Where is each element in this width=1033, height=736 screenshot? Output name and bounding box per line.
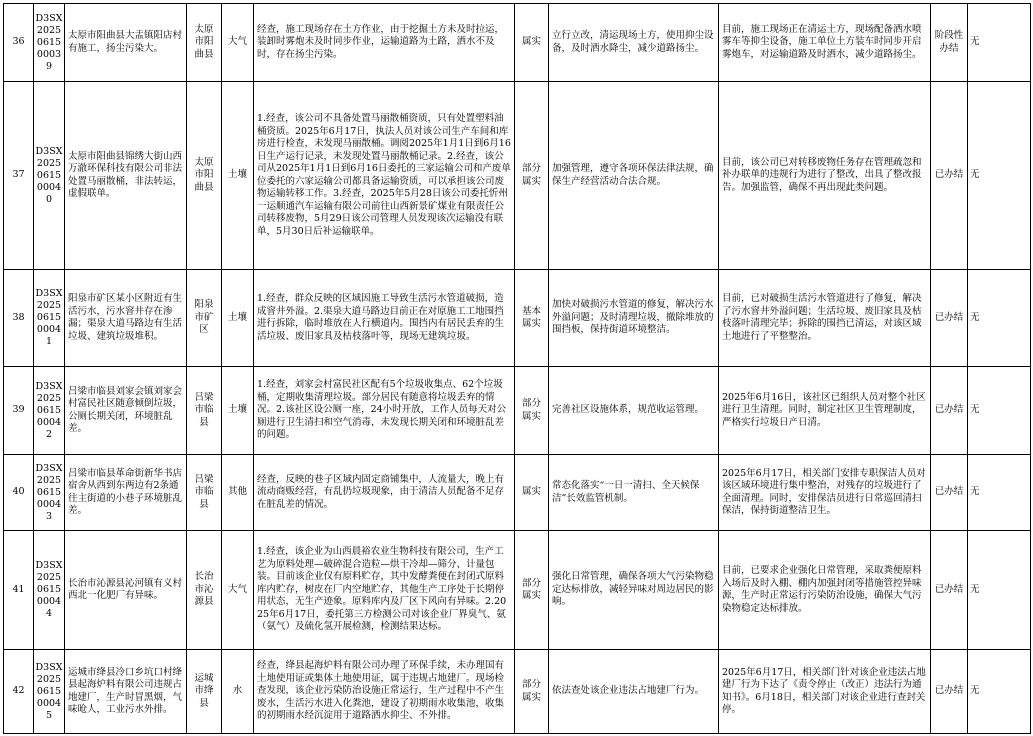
case-id: D3SX2025061500041 bbox=[34, 270, 65, 367]
row-number: 42 bbox=[4, 650, 34, 734]
verification-status: 部分属实 bbox=[515, 650, 549, 734]
row-number: 40 bbox=[4, 455, 34, 531]
accountability: 无 bbox=[968, 650, 1031, 734]
rectification-progress: 目前，已对破损生活污水管道进行了修复，解决了污水窨井外溢问题；生活垃圾、废旧家具及枯枝落叶清理完毕；拆除的围挡已清运，对该区域土地进行了平整整治。 bbox=[719, 270, 931, 367]
pollution-category: 土壤 bbox=[222, 270, 254, 367]
rectification-measure: 加强管理，遵守各项环保法律法规，确保生产经营活动合法合规。 bbox=[549, 82, 719, 270]
verification-status: 部分属实 bbox=[515, 531, 549, 650]
pollution-category: 水 bbox=[222, 650, 254, 734]
issue-description: 吕梁市临县革命街新华书店宿舍从西到东两边有2条通往主街道的小巷子环境脏乱差。 bbox=[65, 455, 187, 531]
completion-status: 已办结 bbox=[931, 270, 968, 367]
row-number: 37 bbox=[4, 82, 34, 270]
accountability: 无 bbox=[968, 4, 1031, 82]
investigation-finding: 经查，施工现场存在土方作业，由于挖掘土方未及时拉运，装卸时雾炮未及时同步作业，运输道路为土路，洒水不及时，存在扬尘污染。 bbox=[254, 4, 515, 82]
case-id: D3SX2025061500044 bbox=[34, 531, 65, 650]
case-id: D3SX2025061500039 bbox=[34, 4, 65, 82]
row-number: 39 bbox=[4, 367, 34, 455]
pollution-category: 土壤 bbox=[222, 82, 254, 270]
completion-status: 已办结 bbox=[931, 82, 968, 270]
rectification-measure: 加快对破损污水管道的修复，解决污水外溢问题；及时清理垃圾，撤除堆放的围挡板，保持街道环境整洁。 bbox=[549, 270, 719, 367]
completion-status: 已办结 bbox=[931, 650, 968, 734]
rectification-measure: 常态化落实“一日一清扫、全天候保洁”长效监管机制。 bbox=[549, 455, 719, 531]
investigation-finding: 经查，绛县起海炉料有限公司办理了环保手续，未办理国有土地使用证或集体土地使用证，属于违规占地建厂。现场检查发现，该企业污染防治设施正常运行，生产过程中不产生废水，生活污水进入化粪池，建设了初期雨水收集池，收集的初期雨水经沉淀用于道路洒水抑尘、不外排。 bbox=[254, 650, 515, 734]
rectification-measure: 立行立改，清运现场土方，使用抑尘设备，及时洒水降尘，减少道路扬尘。 bbox=[549, 4, 719, 82]
district: 太原市阳曲县 bbox=[187, 4, 222, 82]
completion-status: 已办结 bbox=[931, 455, 968, 531]
table-row bbox=[4, 270, 1031, 367]
district: 长治市沁源县 bbox=[187, 531, 222, 650]
table-row bbox=[4, 455, 1031, 531]
investigation-finding: 1.经查，该公司不具备处置马丽散桶资质，只有处置塑料油桶资质。2025年6月17日，执法人员对该公司生产车间和库房进行检查，未发现马丽散桶。调阅2025年1月1日到6月16日生产运行记录，未发现处置马丽散桶记录。2.经查，该公司从2025年1月1日到6月16日委托的三家运输公司和产废单位委托的六家运输公司都具备运输资质，可以承担该公司废物运输转移工作。3.经查，2025年5月28日该公司委托忻州一运顺通汽车运输有限公司前往山西新景矿煤业有限责任公司转移废物，5月29日该公司管理人员发现该次运输没有联单，5月30日后补运输联单。 bbox=[254, 82, 515, 270]
table-row bbox=[4, 531, 1031, 650]
pollution-category: 其他 bbox=[222, 455, 254, 531]
case-id: D3SX2025061500040 bbox=[34, 82, 65, 270]
investigation-finding: 1.经查，该企业为山西晨裕农业生物科技有限公司，生产工艺为原料处理—破碎混合造粒—烘干冷却—筛分、计量包装。目前该企业仅有原料贮存，其中发酵粪便在封闭式原料库内贮存，树皮在厂内空地贮存，其他生产工序处于长期停用状态，无生产迹象。原料库内及厂区下风向有异味。2.2025年6月17日，委托第三方检测公司对该企业厂界臭气、氨（氨气）及硫化氢开展检测，检测结果达标。 bbox=[254, 531, 515, 650]
district: 吕梁市临县 bbox=[187, 455, 222, 531]
row-number: 38 bbox=[4, 270, 34, 367]
table-row bbox=[4, 4, 1031, 82]
verification-status: 属实 bbox=[515, 4, 549, 82]
issue-description: 吕梁市临县刘家会镇刘家会村富民社区随意倾倒垃圾，公厕长期关闭，环境脏乱差。 bbox=[65, 367, 187, 455]
verification-status: 部分属实 bbox=[515, 367, 549, 455]
case-id: D3SX2025061500043 bbox=[34, 455, 65, 531]
rectification-measure: 依法查处该企业违法占地建厂行为。 bbox=[549, 650, 719, 734]
table-row bbox=[4, 367, 1031, 455]
investigation-finding: 经查，反映的巷子区域内固定商铺集中，人流量大，晚上有流动商贩经营，有乱扔垃圾现象，由于清洁人员配备不足存在脏乱差的情况。 bbox=[254, 455, 515, 531]
pollution-category: 土壤 bbox=[222, 367, 254, 455]
completion-status: 阶段性办结 bbox=[931, 4, 968, 82]
district: 太原市阳曲县 bbox=[187, 82, 222, 270]
issue-description: 长治市沁源县沁河镇有义村西北一化肥厂有异味。 bbox=[65, 531, 187, 650]
rectification-progress: 目前，该公司已对转移废物任务存在管理疏忽和补办联单的违规行为进行了整改，出具了整改报告。加强监管，确保不再出现此类问题。 bbox=[719, 82, 931, 270]
table-row bbox=[4, 650, 1031, 734]
pollution-category: 大气 bbox=[222, 4, 254, 82]
district: 运城市绛县 bbox=[187, 650, 222, 734]
rectification-progress: 2025年6月17日，相关部门针对该企业违法占地建厂行为下达了《责令停止（改正）违法行为通知书》。6月18日，相关部门对该企业进行查封关停。 bbox=[719, 650, 931, 734]
issue-description: 运城市绛县冷口乡坑口村绛县起海炉料有限公司违规占地建厂，生产时冒黑烟，气味呛人，工业污水外排。 bbox=[65, 650, 187, 734]
verification-status: 基本属实 bbox=[515, 270, 549, 367]
table-row bbox=[4, 82, 1031, 270]
accountability: 无 bbox=[968, 367, 1031, 455]
rectification-progress: 目前，施工现场正在清运土方，现场配备洒水喷雾车等抑尘设备，施工单位土方装车时同步开启雾炮车，对运输道路及时洒水，减少道路扬尘。 bbox=[719, 4, 931, 82]
district: 吕梁市临县 bbox=[187, 367, 222, 455]
table-body bbox=[4, 4, 1031, 734]
rectification-measure: 强化日常管理，确保各项大气污染物稳定达标排放，减轻异味对周边居民的影响。 bbox=[549, 531, 719, 650]
rectification-progress: 目前，已要求企业强化日常管理，采取粪便原料入场后及时入棚、棚内加强封闭等措施管控异味源，生产时正常运行污染防治设施，确保大气污染物稳定达标排放。 bbox=[719, 531, 931, 650]
case-id: D3SX2025061500042 bbox=[34, 367, 65, 455]
rectification-progress: 2025年6月17日，相关部门安排专职保洁人员对该区域环境进行集中整治，对残存的垃圾进行了全面清理。同时，安排保洁员进行日常巡回清扫保洁，保持街道整洁卫生。 bbox=[719, 455, 931, 531]
rectification-progress: 2025年6月16日，该社区已组织人员对整个社区进行卫生清理。同时，制定社区卫生管理制度，严格实行垃圾日产日清。 bbox=[719, 367, 931, 455]
issue-description: 阳泉市矿区某小区附近有生活污水，污水窨井存在渗漏；渠泉大道马路边有生活垃圾、建筑垃圾堆积。 bbox=[65, 270, 187, 367]
case-id: D3SX2025061500045 bbox=[34, 650, 65, 734]
investigation-finding: 1.经查，群众反映的区域因施工导致生活污水管道破损，造成窨井外溢。2.渠泉大道马路边目前正在对原施工工地围挡进行拆除，临时堆放在人行横道内。围挡内有居民丢弃的生活垃圾、废旧家具及枯枝落叶等，现场无建筑垃圾。 bbox=[254, 270, 515, 367]
row-number: 36 bbox=[4, 4, 34, 82]
rectification-measure: 完善社区设施体系，规范收运管理。 bbox=[549, 367, 719, 455]
accountability: 无 bbox=[968, 82, 1031, 270]
complaint-table bbox=[3, 3, 1031, 734]
issue-description: 太原市阳曲县锦绣大街山西万澈环保科技有限公司非法处置马丽散桶，非法转运，虚假联单。 bbox=[65, 82, 187, 270]
verification-status: 部分属实 bbox=[515, 82, 549, 270]
verification-status: 属实 bbox=[515, 455, 549, 531]
accountability: 无 bbox=[968, 270, 1031, 367]
accountability: 无 bbox=[968, 531, 1031, 650]
issue-description: 太原市阳曲县大盂镇阳店村有施工，扬尘污染大。 bbox=[65, 4, 187, 82]
accountability: 无 bbox=[968, 455, 1031, 531]
row-number: 41 bbox=[4, 531, 34, 650]
completion-status: 已办结 bbox=[931, 367, 968, 455]
investigation-finding: 1.经查，刘家会村富民社区配有5个垃圾收集点、62个垃圾桶，定期收集清理垃圾。部分居民有随意将垃圾丢弃的情况。2.该社区设公厕一座，24小时开放，工作人员每天对公厕进行卫生清扫和空气消毒，未发现长期关闭和环境脏乱差的问题。 bbox=[254, 367, 515, 455]
completion-status: 已办结 bbox=[931, 531, 968, 650]
pollution-category: 大气 bbox=[222, 531, 254, 650]
district: 阳泉市矿区 bbox=[187, 270, 222, 367]
